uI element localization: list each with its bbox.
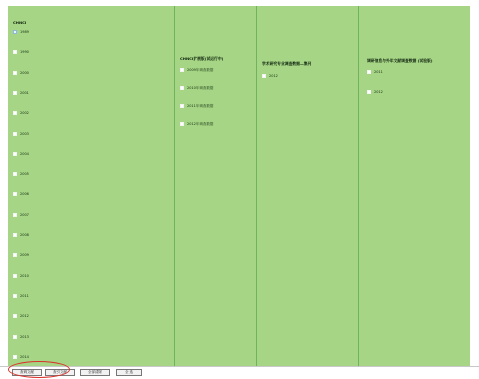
column-header: CHNCI扩展版(试运行中) <box>180 56 224 61</box>
checkbox-row[interactable] <box>13 30 29 34</box>
checkbox-row[interactable] <box>180 86 213 90</box>
checkbox-row[interactable] <box>367 90 383 94</box>
checkbox[interactable] <box>262 74 266 78</box>
checkbox-row[interactable] <box>13 132 29 136</box>
checkbox-row[interactable] <box>180 122 213 126</box>
checkbox-row[interactable] <box>262 74 278 78</box>
checkbox[interactable] <box>13 30 17 34</box>
checkbox-label: 2013 <box>20 334 29 339</box>
column-divider <box>256 6 257 366</box>
checkbox-row[interactable] <box>13 355 29 359</box>
checkbox-label: 2007 <box>20 212 29 217</box>
checkbox[interactable] <box>13 314 17 318</box>
checkbox-label: 2002 <box>20 111 29 116</box>
checkbox-label: 1989 <box>20 30 29 34</box>
checkbox-label: 2006 <box>20 192 29 197</box>
checkbox-label: 2009 <box>20 253 29 258</box>
checkbox[interactable] <box>13 233 17 237</box>
checkbox-label: 2000 <box>20 70 29 75</box>
checkbox-row[interactable] <box>13 274 29 278</box>
checkbox-row[interactable] <box>13 172 29 176</box>
checkbox-row[interactable] <box>13 152 29 156</box>
checkbox-row[interactable] <box>13 253 29 257</box>
checkbox[interactable] <box>13 71 17 75</box>
checkbox-label: 2012 <box>20 314 29 319</box>
checkbox-label: 2009年调查数据 <box>187 68 214 72</box>
checkbox[interactable] <box>13 274 17 278</box>
highlight-oval <box>8 361 70 378</box>
checkbox-label: 2008 <box>20 233 29 237</box>
checkbox[interactable] <box>180 68 184 72</box>
checkbox[interactable] <box>13 172 17 176</box>
checkbox-label: 2011 <box>20 293 29 298</box>
checkbox-row[interactable] <box>13 335 29 339</box>
checkbox-row[interactable] <box>13 111 29 115</box>
checkbox-label: 2012年调查数据 <box>187 122 214 126</box>
checkbox[interactable] <box>13 50 17 54</box>
checkbox[interactable] <box>13 213 17 217</box>
checkbox-row[interactable] <box>13 192 29 196</box>
checkbox[interactable] <box>180 104 184 108</box>
column-divider <box>358 6 359 366</box>
checkbox-label: 2010 <box>20 273 29 278</box>
checkbox[interactable] <box>180 86 184 90</box>
checkbox[interactable] <box>367 90 371 94</box>
clear-all-button[interactable]: 全部清除 <box>80 369 110 376</box>
checkbox-label: 2005 <box>20 172 29 177</box>
search-literature-button[interactable]: 查调文献 <box>12 369 42 376</box>
checkbox[interactable] <box>180 122 184 126</box>
select-all-button[interactable]: 全 选 <box>116 369 142 376</box>
column-divider <box>174 6 175 366</box>
checkbox[interactable] <box>367 70 371 74</box>
bottom-toolbar <box>0 366 479 379</box>
checkbox[interactable] <box>13 132 17 136</box>
checkbox-row[interactable] <box>180 104 213 108</box>
column-header: 调研信息与外年文献调查数据 (试验版) <box>367 58 433 63</box>
checkbox-row[interactable] <box>13 213 29 217</box>
checkbox-row[interactable] <box>13 294 29 298</box>
column-header: CHNCI <box>13 20 27 25</box>
checkbox-label: 2012 <box>374 90 383 94</box>
search-citations-button[interactable]: 查引文献 <box>45 369 75 376</box>
checkbox-label: 2011年调查数据 <box>187 104 214 108</box>
checkbox-row[interactable] <box>13 314 29 318</box>
checkbox[interactable] <box>13 294 17 298</box>
checkbox-label: 2012 <box>269 74 278 78</box>
checkbox-row[interactable] <box>13 50 29 54</box>
checkbox[interactable] <box>13 335 17 339</box>
checkbox-label: 2014 <box>20 354 29 359</box>
checkbox-label: 1990 <box>20 50 29 55</box>
checkbox-row[interactable] <box>180 68 213 72</box>
selection-panel <box>8 6 470 366</box>
column-header: 学术研究专业调查数据—集刊 <box>262 61 312 66</box>
checkbox-label: 2001 <box>20 90 29 95</box>
checkbox[interactable] <box>13 91 17 95</box>
checkbox[interactable] <box>13 253 17 257</box>
checkbox-label: 2011 <box>374 70 383 74</box>
checkbox-row[interactable] <box>13 233 29 237</box>
checkbox-label: 2003 <box>20 131 29 136</box>
checkbox-row[interactable] <box>13 71 29 75</box>
checkbox-row[interactable] <box>367 70 383 74</box>
checkbox[interactable] <box>13 192 17 196</box>
checkbox[interactable] <box>13 111 17 115</box>
checkbox-row[interactable] <box>13 91 29 95</box>
checkbox[interactable] <box>13 152 17 156</box>
checkbox-label: 2010年调查数据 <box>187 86 214 90</box>
checkbox[interactable] <box>13 355 17 359</box>
checkbox-label: 2004 <box>20 151 29 156</box>
